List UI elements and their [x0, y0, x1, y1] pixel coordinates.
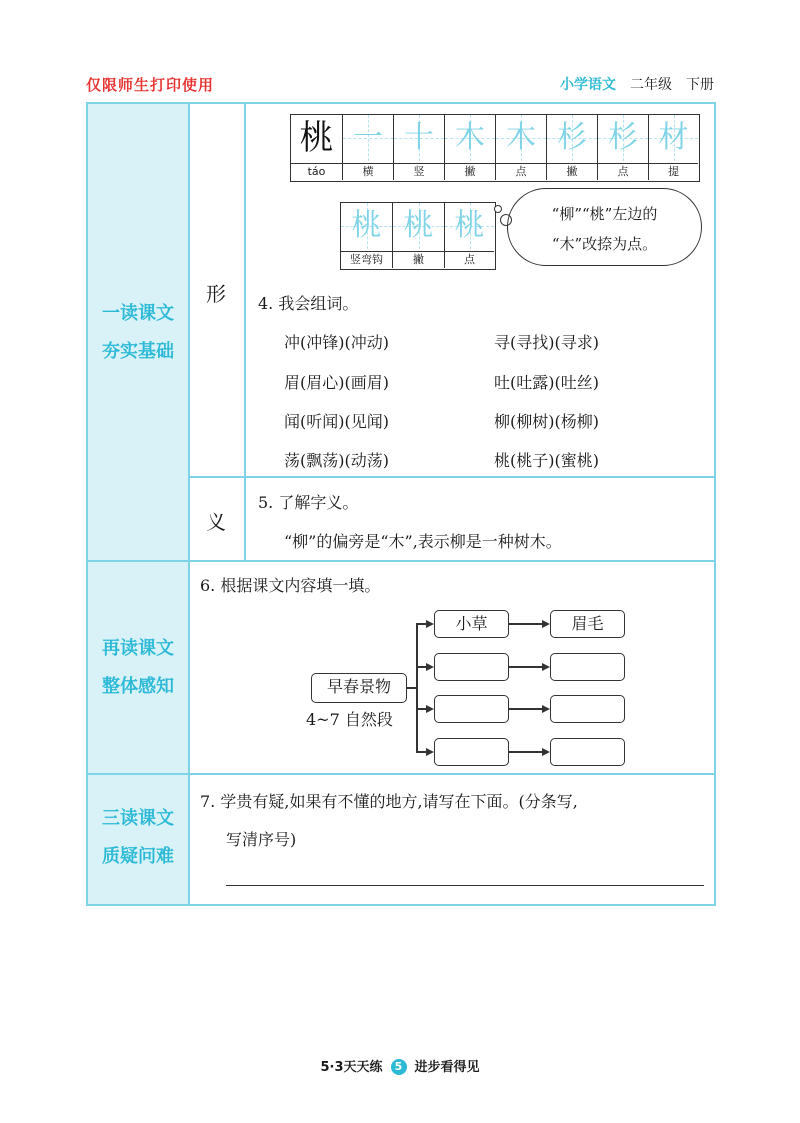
divider-section-2: [86, 773, 716, 775]
divider-sub: [244, 102, 246, 560]
connector: [416, 623, 418, 751]
word-group: 冲(冲锋)(冲动): [284, 333, 389, 352]
footer-badge: 5: [391, 1059, 407, 1075]
stroke-cell: 木 点: [496, 115, 547, 180]
tip-line-1: “柳”“桃”左边的: [551, 205, 658, 223]
q5-text: “柳”的偏旁是“木”,表示柳是一种树木。: [284, 532, 562, 551]
word-group: 眉(眉心)(画眉): [284, 373, 389, 392]
stroke-cell: 木 撇: [445, 115, 496, 180]
book-info: [546, 74, 714, 94]
word-group: 荡(飘荡)(动荡): [284, 451, 389, 470]
answer-box[interactable]: [434, 653, 509, 681]
stroke-cell: 十 竖: [394, 115, 445, 180]
stroke-cell: 桃 点: [445, 203, 494, 268]
stroke-cell-main: [291, 115, 343, 180]
divider-section-1: [86, 560, 716, 562]
pinyin: táo: [291, 163, 342, 180]
diagram-root-box: 早春景物: [311, 673, 407, 703]
stroke-cell: 杉 点: [598, 115, 649, 180]
stroke-order-table: [290, 114, 700, 182]
main-character: 桃: [299, 118, 334, 158]
arrow-icon: [542, 705, 550, 713]
section-title-3: 三读课文 质疑问难: [102, 808, 174, 867]
word-group: 吐(吐露)(吐丝): [494, 373, 599, 392]
answer-box[interactable]: [550, 653, 625, 681]
grade-label: 二年级: [630, 77, 672, 93]
term-label: 下册: [686, 77, 714, 93]
connector: [509, 751, 543, 753]
footer: [0, 1056, 800, 1075]
q5-title: 5. 了解字义。: [258, 493, 359, 512]
answer-box[interactable]: [434, 695, 509, 723]
arrow-icon: [542, 748, 550, 756]
stroke-cell: 一 横: [343, 115, 394, 180]
section-title-1: 一读课文 夯实基础: [102, 303, 174, 362]
q6-title: 6. 根据课文内容填一填。: [200, 576, 381, 595]
answer-box[interactable]: [550, 695, 625, 723]
stroke-cell: 桃 撇: [393, 203, 445, 268]
word-group: 闻(听闻)(见闻): [284, 412, 389, 431]
label-yi: 义: [206, 510, 226, 534]
diagram-root-sub: 4~7 自然段: [306, 710, 393, 729]
label-xing: 形: [206, 282, 226, 306]
arrow-icon: [542, 620, 550, 628]
stroke-cell: 桃 竖弯钩: [341, 203, 393, 268]
divider-xing-yi: [188, 476, 716, 478]
arrow-icon: [426, 620, 434, 628]
arrow-icon: [426, 705, 434, 713]
tip-bubble: [507, 188, 702, 266]
subject-label: 小学语文: [560, 77, 616, 93]
word-group: 寻(寻找)(寻求): [494, 333, 599, 352]
answer-line[interactable]: [226, 885, 704, 886]
footer-slogan: 进步看得见: [414, 1060, 480, 1075]
print-notice: 仅限师生打印使用: [86, 76, 215, 94]
stroke-cell: 杉 撇: [547, 115, 598, 180]
arrow-icon: [426, 663, 434, 671]
stroke-cell: 材 提: [649, 115, 698, 180]
footer-brand: 5·3天天练: [320, 1060, 383, 1075]
q7-line-1: 7. 学贵有疑,如果有不懂的地方,请写在下面。(分条写,: [200, 792, 578, 811]
word-group: 柳(柳树)(杨柳): [494, 412, 599, 431]
connector: [407, 687, 416, 689]
bubble-dot-small: [494, 205, 502, 213]
connector: [509, 623, 543, 625]
divider-left: [188, 102, 190, 906]
connector: [509, 708, 543, 710]
arrow-icon: [542, 663, 550, 671]
arrow-icon: [426, 748, 434, 756]
branch-right-box: 眉毛: [550, 610, 625, 638]
tip-line-2: “木”改捺为点。: [551, 235, 658, 253]
connector: [509, 666, 543, 668]
q7-line-2: 写清序号): [226, 830, 297, 849]
section-title-2: 再读课文 整体感知: [102, 638, 174, 697]
word-group: 桃(桃子)(蜜桃): [494, 451, 599, 470]
stroke-order-table-2: [340, 202, 496, 270]
q4-title: 4. 我会组词。: [258, 294, 359, 313]
branch-left-box: 小草: [434, 610, 509, 638]
answer-box[interactable]: [550, 738, 625, 766]
answer-box[interactable]: [434, 738, 509, 766]
